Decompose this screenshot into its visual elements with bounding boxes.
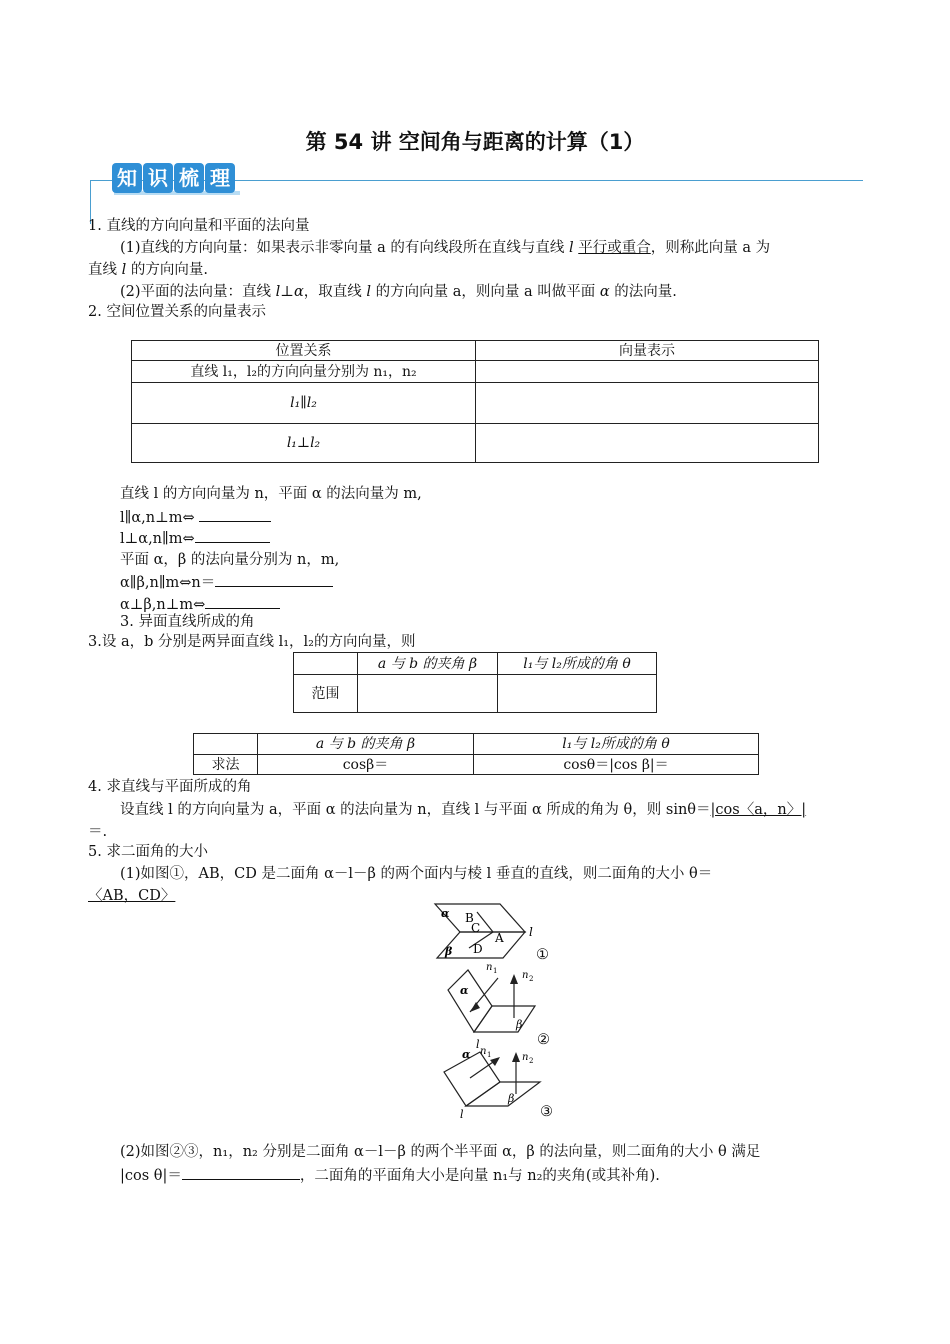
- s5-heading: 5. 求二面角的大小: [88, 844, 208, 860]
- s2-line1: 直线 l 的方向向量为 n，平面 α 的法向量为 m,: [120, 486, 422, 502]
- s4-line1: [120, 800, 806, 820]
- text: 的方向向量 a，则向量 a 叫做平面: [370, 284, 600, 300]
- svg-text:l: l: [476, 1038, 480, 1050]
- svg-text:B: B: [465, 911, 474, 925]
- s4-heading: 4. 求直线与平面所成的角: [88, 779, 252, 795]
- svg-text:C: C: [471, 921, 481, 935]
- svg-text:D: D: [473, 942, 483, 956]
- text: (1)直线的方向向量：如果表示非零向量 a 的有向线段所在直线与直线: [120, 240, 570, 256]
- fill-blank: [182, 1165, 300, 1180]
- text: α∥β,n∥m⇔n＝: [120, 575, 216, 591]
- var-alpha: α: [599, 284, 610, 300]
- svg-text:β: β: [508, 1092, 515, 1105]
- table-cell-empty: [358, 675, 498, 713]
- svg-text:n: n: [480, 1046, 487, 1057]
- badge-char: 识: [143, 163, 173, 193]
- badge-char: 梳: [174, 163, 204, 193]
- svg-text:α: α: [460, 984, 469, 997]
- figure-label-3: ③: [540, 1104, 553, 1120]
- text: l⊥α,n∥m⇔: [120, 531, 195, 547]
- s1-para2: [120, 282, 677, 302]
- s5-para2-line1: (2)如图②③，n₁，n₂ 分别是二面角 α－l－β 的两个半平面 α，β 的法向量，则二面角的大小 θ 满足: [120, 1144, 761, 1160]
- table-header: l₁与 l₂所成的角 θ: [474, 734, 759, 755]
- fill-blank: [195, 528, 270, 543]
- method-table: [193, 733, 759, 775]
- s2-line2: [120, 507, 271, 528]
- table-cell: cosβ＝: [258, 755, 474, 775]
- var-l: l: [121, 262, 127, 278]
- s4-line2: ＝.: [88, 824, 108, 840]
- dihedral-figure-2: [440, 958, 550, 1050]
- svg-text:β: β: [516, 1018, 523, 1031]
- text: ⊥: [280, 284, 294, 300]
- text: 直线: [88, 262, 122, 278]
- fill-blank: [215, 572, 333, 587]
- s1-heading: 1. 直线的方向向量和平面的法向量: [88, 218, 310, 234]
- answer-underlined: 平行或重合: [578, 240, 651, 256]
- svg-text:A: A: [495, 931, 504, 945]
- s5-para2-line2: [120, 1165, 660, 1186]
- page-title: 第 54 讲 空间角与距离的计算（1）: [305, 130, 645, 154]
- text: 的法向量.: [609, 284, 677, 300]
- text: (2)平面的法向量：直线: [120, 284, 276, 300]
- s5-para1: (1)如图①，AB，CD 是二面角 α－l－β 的两个面内与棱 l 垂直的直线，则二面角的大小 θ＝: [120, 866, 713, 882]
- table-cell-empty: [476, 424, 819, 463]
- position-relation-table: [131, 340, 819, 463]
- table-row-label: 求法: [194, 755, 258, 775]
- text: 的方向向量.: [126, 262, 208, 278]
- text: ，二面角的平面角大小是向量 n₁与 n₂的夹角(或其补角).: [299, 1168, 660, 1184]
- text: ，取直线: [303, 284, 367, 300]
- s2-heading: 2. 空间位置关系的向量表示: [88, 304, 266, 320]
- badge-char: 理: [205, 163, 235, 193]
- table-header: 向量表示: [476, 341, 819, 361]
- table-header: [194, 734, 258, 755]
- svg-text:2: 2: [529, 1057, 534, 1065]
- table-header: [294, 653, 358, 675]
- svg-text:α: α: [441, 907, 450, 920]
- table-row-label: 范围: [294, 675, 358, 713]
- table-cell-empty: [476, 361, 819, 383]
- figure-label-1: ①: [536, 947, 549, 963]
- dihedral-figure-3: [440, 1042, 550, 1122]
- fill-blank: [205, 594, 280, 609]
- var-l: l: [275, 284, 281, 300]
- svg-text:1: 1: [487, 1051, 492, 1059]
- answer-underlined: |cos〈a，n〉|: [710, 802, 807, 818]
- text: l∥α,n⊥m⇔: [120, 510, 195, 526]
- var-l: l: [569, 240, 574, 256]
- section-badge: [112, 163, 236, 195]
- figure-label-2: ②: [537, 1032, 550, 1048]
- s3-intro: 3.设 a，b 分别是两异面直线 l₁，l₂的方向向量，则: [88, 634, 416, 650]
- table-header: 位置关系: [132, 341, 476, 361]
- table-cell: l₁⊥l₂: [132, 424, 476, 463]
- svg-text:l: l: [460, 1108, 464, 1121]
- badge-char: 知: [112, 163, 142, 193]
- s1-para1: [120, 238, 770, 258]
- s3-heading: 3. 异面直线所成的角: [120, 614, 255, 630]
- svg-text:n: n: [522, 970, 529, 981]
- answer-underlined: 〈AB，CD〉: [88, 888, 176, 904]
- svg-text:1: 1: [493, 967, 498, 975]
- s2-line4: 平面 α，β 的法向量分别为 n，m,: [120, 552, 340, 568]
- s5-para1-answer: [88, 886, 175, 906]
- table-cell-empty: [498, 675, 657, 713]
- text: α⊥β,n⊥m⇔: [120, 597, 206, 613]
- svg-text:n: n: [486, 962, 493, 973]
- var-l: l: [366, 284, 371, 300]
- svg-text:n: n: [522, 1052, 529, 1063]
- range-table: [293, 652, 657, 713]
- s1-para1-cont: [88, 260, 208, 280]
- table-header: a 与 b 的夹角 β: [358, 653, 498, 675]
- s2-line5: [120, 572, 333, 593]
- table-header: l₁与 l₂所成的角 θ: [498, 653, 657, 675]
- svg-text:2: 2: [529, 975, 534, 983]
- var-alpha: α: [293, 284, 304, 300]
- table-header: a 与 b 的夹角 β: [258, 734, 474, 755]
- svg-text:l: l: [529, 925, 533, 939]
- text: 设直线 l 的方向向量为 a，平面 α 的法向量为 n，直线 l 与平面 α 所成的角为 θ，则 sinθ＝: [120, 802, 711, 818]
- text: |cos θ|＝: [120, 1168, 182, 1184]
- table-cell: 直线 l₁，l₂的方向向量分别为 n₁，n₂: [132, 361, 476, 383]
- s2-line3: [120, 528, 270, 549]
- text: ，则称此向量 a 为: [650, 240, 771, 256]
- fill-blank: [199, 507, 271, 522]
- table-cell-empty: [476, 383, 819, 424]
- svg-text:α: α: [462, 1048, 471, 1061]
- table-cell: cosθ＝|cos β|＝: [474, 755, 759, 775]
- svg-text:β: β: [445, 945, 453, 958]
- table-cell: l₁∥l₂: [132, 383, 476, 424]
